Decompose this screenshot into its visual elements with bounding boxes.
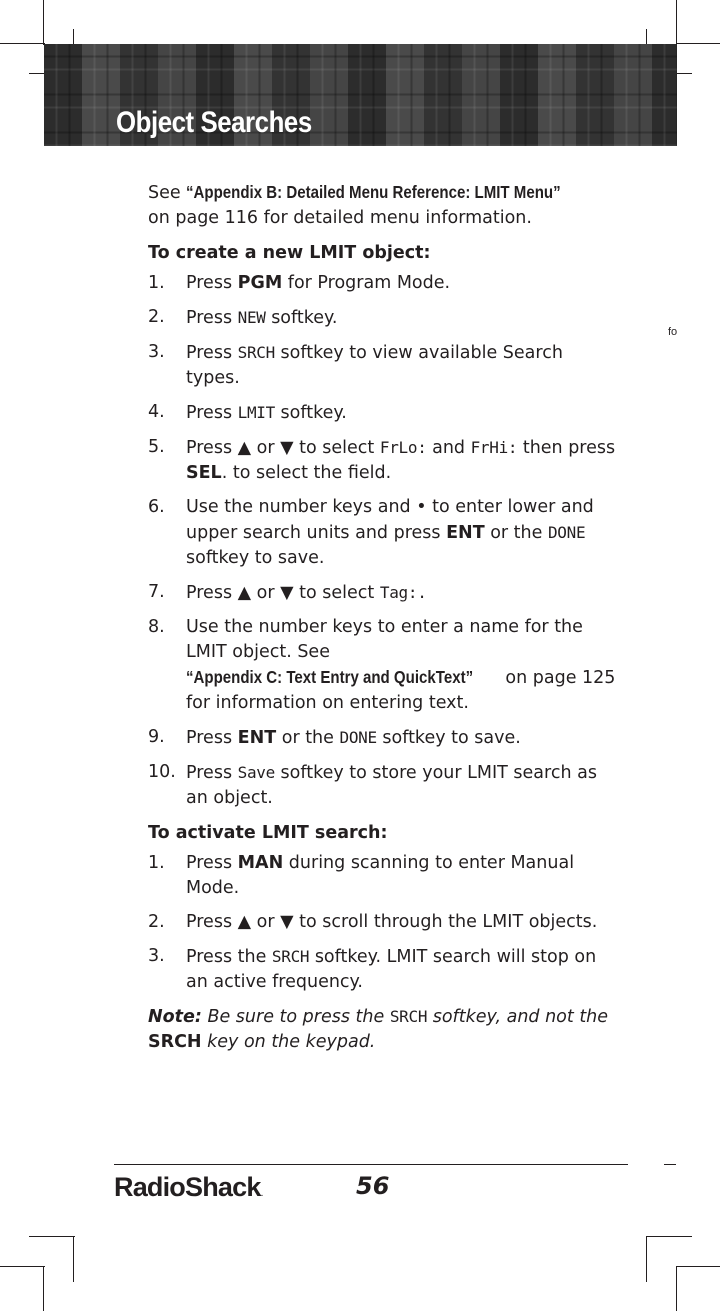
crop-mark [676, 1266, 677, 1311]
cross-reference-link[interactable]: “Appendix C: Text Entry and QuickText” [186, 667, 474, 687]
note-label: Note: [148, 1007, 202, 1027]
list-item: 9. Press ENT or the DONE softkey to save. [148, 727, 521, 748]
srch-key: SRCH [148, 1032, 202, 1052]
crop-mark [43, 1266, 44, 1311]
list-item: 1. Press PGM for Program Mode. [148, 273, 451, 293]
up-arrow-icon: ▲ [237, 438, 252, 458]
crop-mark [0, 43, 45, 44]
sel-key: SEL [186, 463, 222, 483]
crop-mark [73, 1236, 74, 1282]
crop-mark [29, 1236, 75, 1237]
list-item: 3. Press SRCH softkey to view available Search types. [148, 342, 563, 388]
list-item: 2. Press ▲ or ▼ to scroll through the LMIT objects. [148, 912, 598, 932]
crop-mark [646, 1236, 647, 1282]
up-arrow-icon: ▲ [237, 912, 252, 932]
field-label: FrHi: [470, 438, 518, 457]
ent-key: ENT [446, 523, 485, 543]
softkey-label: LMIT [237, 403, 275, 422]
list-item: 8. Use the number keys to enter a name for the LMIT object. See “Appendix C: Text Entry and QuickText” on page 125 for information on entering text. [148, 617, 616, 713]
create-steps-list [148, 271, 616, 811]
page-number: 56 [356, 1172, 390, 1200]
down-arrow-icon: ▼ [280, 912, 294, 932]
page-content [148, 180, 616, 1055]
softkey-label: SRCH [389, 1007, 428, 1026]
field-label: Tag:. [379, 583, 427, 602]
margin-fragment: fo [668, 326, 678, 338]
softkey-label: Save [237, 763, 275, 782]
crop-mark [43, 0, 44, 45]
intro-paragraph: See “Appendix B: Detailed Menu Reference: LMIT Menu” on page 116 for detailed menu information. [148, 182, 561, 228]
section-title: Object Searches [116, 106, 312, 139]
field-label: FrLo: [379, 438, 427, 457]
list-item: 2. Press NEW softkey. [148, 307, 338, 328]
crop-mark [646, 1236, 692, 1237]
ent-key: ENT [237, 728, 277, 748]
list-item: 3. Press the SRCH softkey. LMIT search will stop on an active frequency. [148, 946, 597, 992]
list-item: 5. Press ▲ or ▼ to select FrLo: and FrHi: then press SEL. to select the field. [148, 437, 616, 483]
list-item: 1. Press MAN during scanning to enter Manual Mode. [148, 853, 575, 898]
note-paragraph: Note: Be sure to press the SRCH softkey, and not the SRCH key on the keypad. [148, 1007, 609, 1052]
down-arrow-icon: ▼ [280, 438, 294, 458]
list-item: 4. Press LMIT softkey. [148, 402, 347, 423]
softkey-label: NEW [237, 308, 266, 327]
list-item: 10. Press Save softkey to store your LMIT search as an object. [148, 762, 597, 808]
man-key: MAN [237, 853, 284, 873]
section-banner [44, 44, 677, 146]
list-item: 6. Use the number keys and • to enter lower and upper search units and press ENT or the DONE softkey to save. [148, 497, 594, 568]
create-heading: To create a new LMIT object: [148, 243, 431, 263]
footer-rule [114, 1164, 628, 1165]
crop-mark [676, 43, 720, 44]
pgm-key: PGM [237, 273, 283, 293]
down-arrow-icon: ▼ [280, 583, 294, 603]
crop-mark [664, 1164, 676, 1165]
crop-mark [676, 0, 677, 45]
list-item: 7. Press ▲ or ▼ to select Tag:. [148, 582, 427, 603]
crop-mark [0, 1266, 45, 1267]
softkey-label: SRCH [271, 947, 310, 966]
brand-logo: RadioShack. [114, 1172, 264, 1202]
softkey-label: SRCH [237, 343, 275, 362]
activate-steps-list [148, 851, 616, 995]
softkey-label: DONE [547, 523, 586, 542]
crop-mark [676, 1266, 720, 1267]
softkey-label: DONE [339, 728, 377, 747]
cross-reference-link[interactable]: “Appendix B: Detailed Menu Reference: LMIT Menu” [186, 182, 561, 202]
activate-heading: To activate LMIT search: [148, 823, 388, 843]
up-arrow-icon: ▲ [237, 583, 252, 603]
